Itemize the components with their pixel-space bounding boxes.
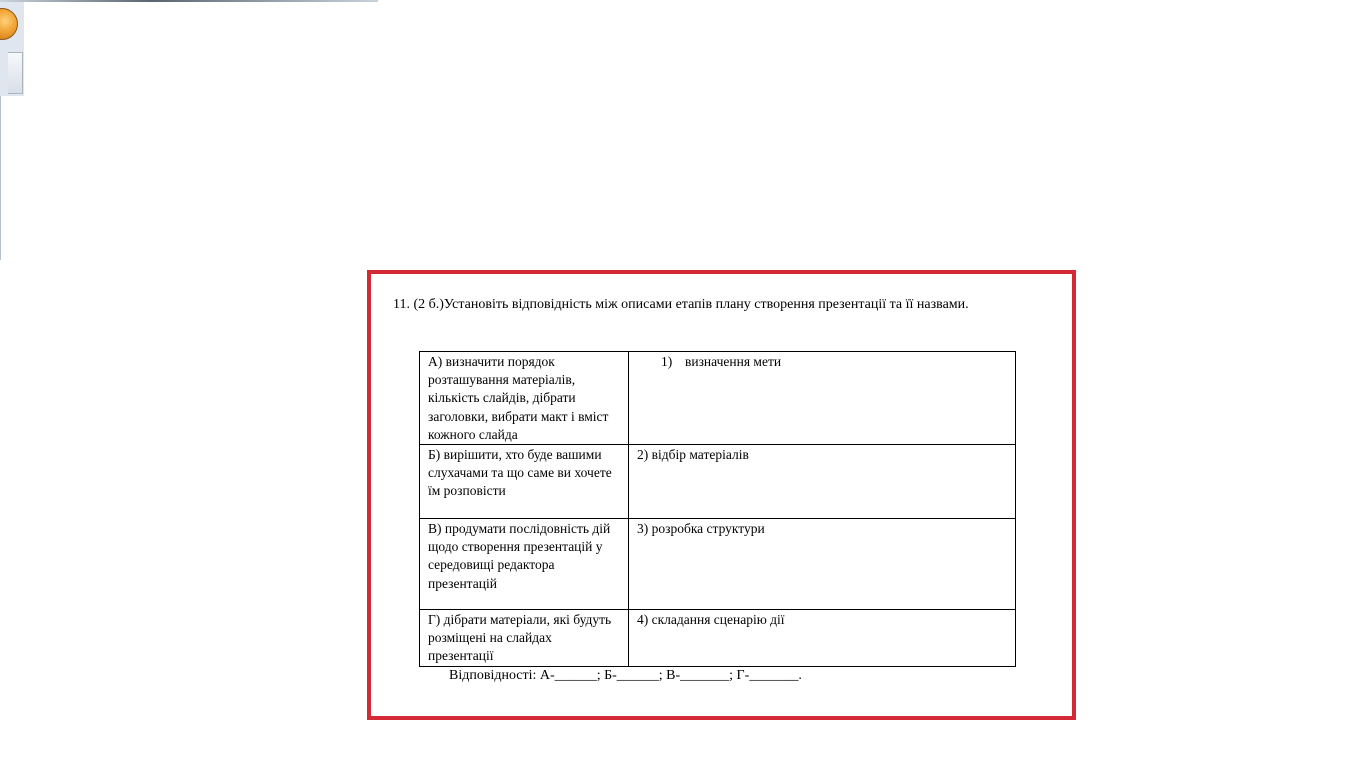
ribbon-button[interactable]: [8, 52, 23, 94]
stage-name-cell: [629, 352, 1016, 445]
stage-name-cell: 4) складання сценарію дії: [629, 610, 1016, 667]
title-bar-edge: [0, 0, 378, 2]
description-cell: Б) вирішити, хто буде вашими слухачами та що саме ви хочете їм розповісти: [420, 445, 629, 519]
table-row: [420, 352, 1016, 445]
stage-name-cell: 2) відбір матеріалів: [629, 445, 1016, 519]
stage-name: визначення мети: [685, 354, 782, 369]
matching-table: [419, 351, 1016, 667]
table-row: [420, 519, 1016, 610]
description-cell: Г) дібрати матеріали, які будуть розміщені на слайдах презентації: [420, 610, 629, 667]
question-text: 11. (2 б.)Установіть відповідність між описами етапів плану створення презентації та її назвами.: [393, 297, 969, 312]
answers-line: Відповідності: А-______; Б-______; В-_______; Г-_______.: [449, 668, 802, 683]
stage-name-cell: 3) розробка структури: [629, 519, 1016, 610]
description-cell: В) продумати послідовність дій щодо створення презентацій у середовищі редактора презентацій: [420, 519, 629, 610]
app-window-remnant: [0, 0, 378, 260]
description-cell: А) визначити порядок розташування матеріалів, кількість слайдів, дібрати заголовки, вибрати макт і вміст кожного слайда: [420, 352, 629, 445]
table-row: [420, 610, 1016, 667]
window-edge: [0, 96, 1, 260]
table-row: [420, 445, 1016, 519]
stage-number: 1): [661, 354, 673, 369]
